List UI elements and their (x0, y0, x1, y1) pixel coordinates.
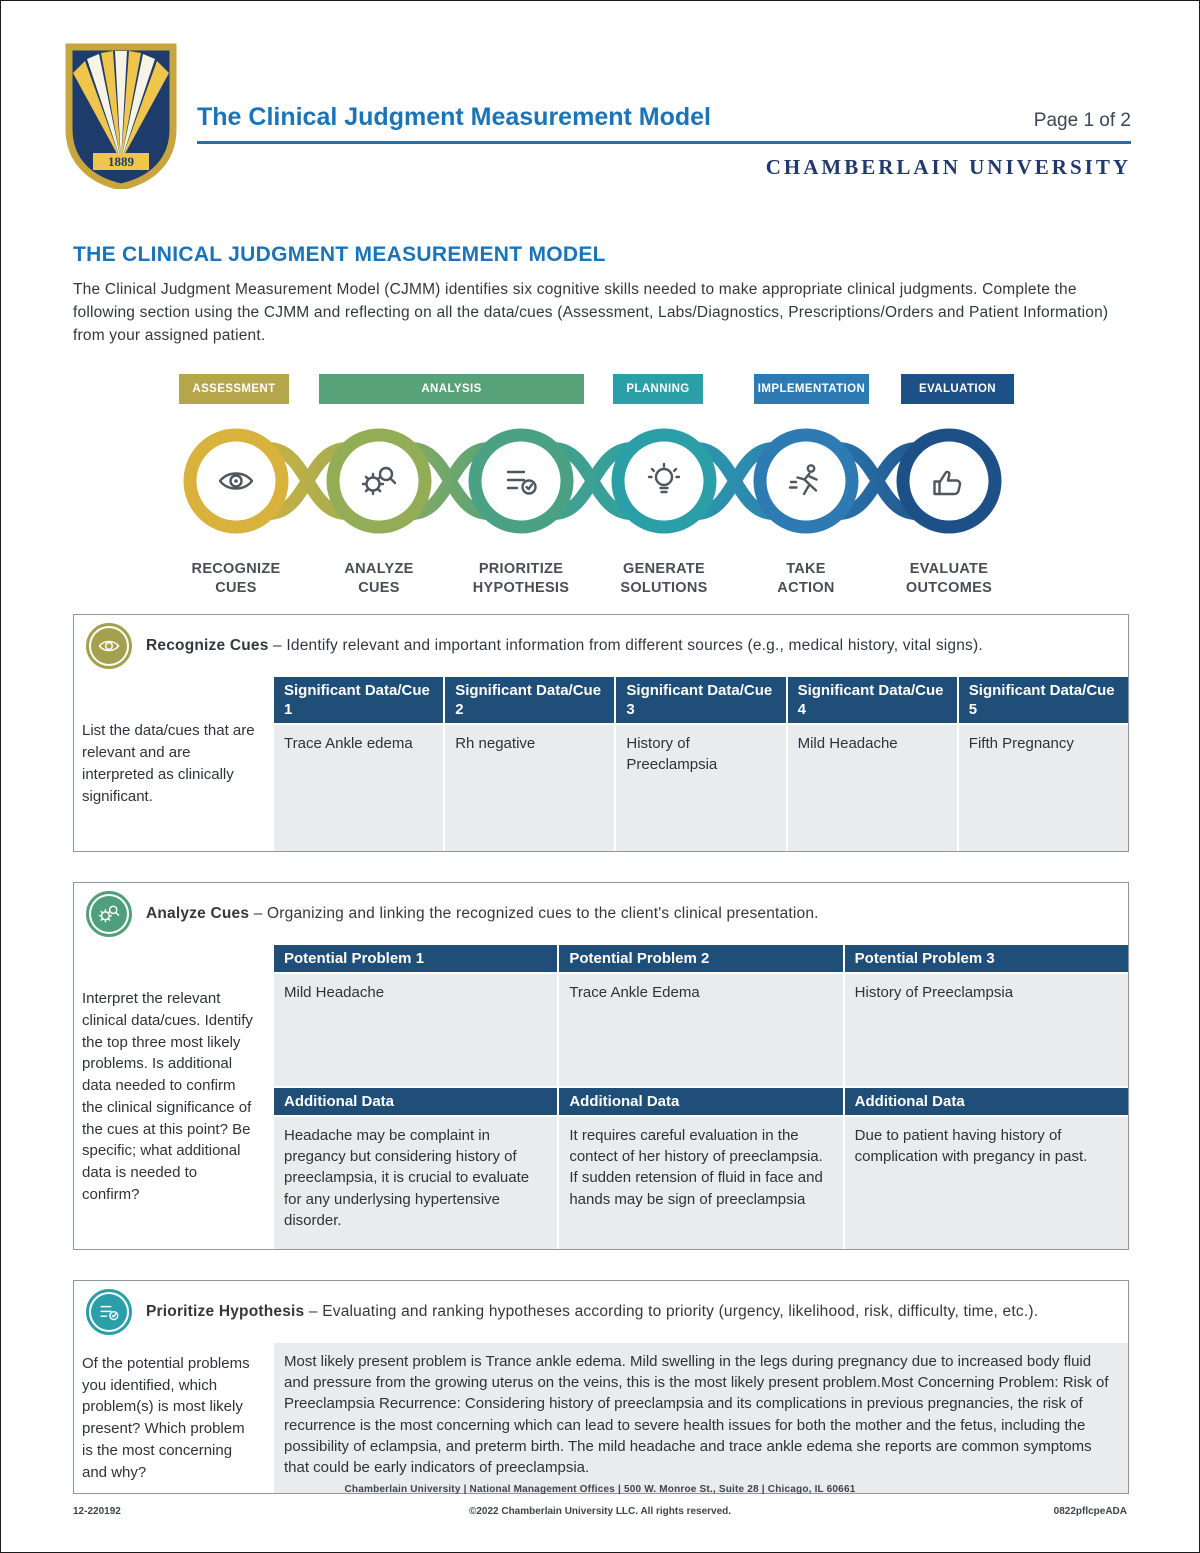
document-title: The Clinical Judgment Measurement Model (197, 103, 711, 131)
cjmm-diagram (73, 374, 1129, 602)
footer-code: 0822pflcpeADA (1053, 1506, 1127, 1517)
prioritize-hypothesis-badge (86, 1289, 132, 1335)
additional-data-header: Additional Data (845, 1088, 1128, 1115)
gear-search-icon (359, 461, 399, 501)
phase-assessment: ASSESSMENT (179, 374, 289, 404)
recognize-cues-heading (146, 635, 983, 657)
footer-address: Chamberlain University | National Management Offices | 500 W. Monroe St., Suite 28 | Chicago, IL 60661 (344, 1484, 856, 1495)
eye-icon (216, 461, 256, 501)
thumbs-up-icon (929, 461, 969, 501)
data-cue-4: Mild Headache (788, 725, 957, 851)
recognize-cues-section (73, 614, 1129, 852)
column-header: Significant Data/Cue 4 (788, 677, 957, 723)
data-cue-5: Fifth Pregnancy (959, 725, 1128, 851)
analyze-cues-badge (86, 891, 132, 937)
logo-year: 1889 (108, 154, 134, 169)
column-header: Significant Data/Cue 1 (274, 677, 443, 723)
column-header: Significant Data/Cue 5 (959, 677, 1128, 723)
footer-doc-number: 12-220192 (73, 1506, 121, 1517)
runner-icon (786, 461, 826, 501)
step-prioritize-hypothesis: PRIORITIZE HYPOTHESIS (472, 560, 570, 596)
data-cue-3: History of Preeclampsia (616, 725, 785, 851)
column-header: Significant Data/Cue 2 (445, 677, 614, 723)
analyze-cues-table (74, 945, 1128, 1249)
data-cue-1: Trace Ankle edema (274, 725, 443, 851)
footer-copyright: ©2022 Chamberlain University LLC. All rights reserved. (468, 1506, 732, 1517)
phase-evaluation: EVALUATION (901, 374, 1014, 404)
recognize-side-label: List the data/cues that are relevant and are interpreted as clinically significant. (74, 677, 272, 851)
prioritize-hypothesis-heading (146, 1301, 1038, 1323)
additional-data-header: Additional Data (559, 1088, 842, 1115)
potential-problem-1: Mild Headache (274, 974, 557, 1086)
analyze-side-label: Interpret the relevant clinical data/cues. Identify the top three most likely problems. Is additional data needed to confirm the clinical significance of the cues at this point? Be specific; what additional data is needed to confirm? (74, 945, 272, 1249)
phase-analysis: ANALYSIS (319, 374, 584, 404)
eye-icon (91, 628, 127, 664)
recognize-cues-badge (86, 623, 132, 669)
recognize-cues-table (74, 677, 1128, 851)
column-header: Potential Problem 2 (559, 945, 842, 972)
infinity-ribbon (171, 406, 1021, 556)
additional-data-2: It requires careful evaluation in the contect of her history of preeclampsia. If sudden retension of fluid in face and hands may be sign of preeclampsia (559, 1117, 842, 1249)
step-labels (171, 560, 1021, 604)
analyze-cues-section (73, 882, 1129, 1250)
phase-planning: PLANNING (613, 374, 703, 404)
chamberlain-wordmark: CHAMBERLAIN UNIVERSITY (765, 155, 1131, 179)
analyze-cues-title: Analyze Cues (146, 904, 250, 922)
column-header: Potential Problem 1 (274, 945, 557, 972)
additional-data-header: Additional Data (274, 1088, 557, 1115)
section-heading: THE CLINICAL JUDGMENT MEASUREMENT MODEL (73, 243, 606, 266)
prioritize-hypothesis-description: – Evaluating and ranking hypotheses according to priority (urgency, likelihood, risk, difficulty, time, etc.). (308, 1302, 1039, 1320)
column-header: Potential Problem 3 (845, 945, 1128, 972)
additional-data-1: Headache may be complaint in pregancy but considering history of preeclampsia, it is crucial to evaluate for any underlysing hypertensive disorder. (274, 1117, 557, 1249)
analyze-cues-heading (146, 903, 819, 925)
analyze-cues-description: – Organizing and linking the recognized cues to the client's clinical presentation. (253, 904, 819, 922)
prioritize-hypothesis-title: Prioritize Hypothesis (146, 1302, 305, 1320)
step-generate-solutions: GENERATE SOLUTIONS (620, 560, 708, 596)
potential-problem-2: Trace Ankle Edema (559, 974, 842, 1086)
prioritize-answer: Most likely present problem is Trance ankle edema. Mild swelling in the legs during pregnancy due to increased body fluid and pressure from the growing uterus on the veins, this is the most likely present problem.Most Concerning Problem: Risk of Preeclampsia Recurrence: Considering history of preeclampsia and its complications in previous pregnancies, the risk of recurrence is the most concerning which can lead to severe health issues for both the mother and the fetus, including the possibility of eclampsia, and preterm birth. The mild headache and trace ankle edema she reports are common symptoms that could be early indicators of preeclampsia. (274, 1343, 1128, 1494)
chamberlain-shield-logo (65, 43, 177, 189)
recognize-cues-description: – Identify relevant and important information from different sources (e.g., medical history, vital signs). (273, 636, 983, 654)
prioritize-side-label: Of the potential problems you identified, which problem(s) is most likely present? Which problem is the most concerning and why? (74, 1343, 272, 1494)
content-column (73, 243, 1129, 1494)
recognize-cues-title: Recognize Cues (146, 636, 269, 654)
additional-data-3: Due to patient having history of complication with pregancy in past. (845, 1117, 1128, 1249)
prioritize-hypothesis-section (73, 1280, 1129, 1495)
phase-implementation: IMPLEMENTATION (754, 374, 869, 404)
step-recognize-cues: RECOGNIZE CUES (191, 560, 281, 596)
intro-paragraph: The Clinical Judgment Measurement Model (CJMM) identifies six cognitive skills needed to make appropriate clinical judgments. Complete the following section using the CJMM and reflecting on all the data/cues (Assessment, Labs/Diagnostics, Prescriptions/Orders and Patient Information) from your assigned patient. (73, 281, 1109, 344)
column-header: Significant Data/Cue 3 (616, 677, 785, 723)
step-take-action: TAKE ACTION (777, 560, 835, 596)
page-header (197, 103, 1131, 180)
page-number: Page 1 of 2 (1033, 110, 1131, 131)
potential-problem-3: History of Preeclampsia (845, 974, 1128, 1086)
data-cue-2: Rh negative (445, 725, 614, 851)
phase-labels (171, 374, 1021, 404)
lightbulb-icon (644, 461, 684, 501)
step-analyze-cues: ANALYZE CUES (344, 560, 414, 596)
checklist-icon (91, 1294, 127, 1330)
checklist-icon (501, 461, 541, 501)
prioritize-hypothesis-table (74, 1343, 1128, 1494)
gear-search-icon (91, 896, 127, 932)
step-evaluate-outcomes: EVALUATE OUTCOMES (905, 560, 993, 596)
